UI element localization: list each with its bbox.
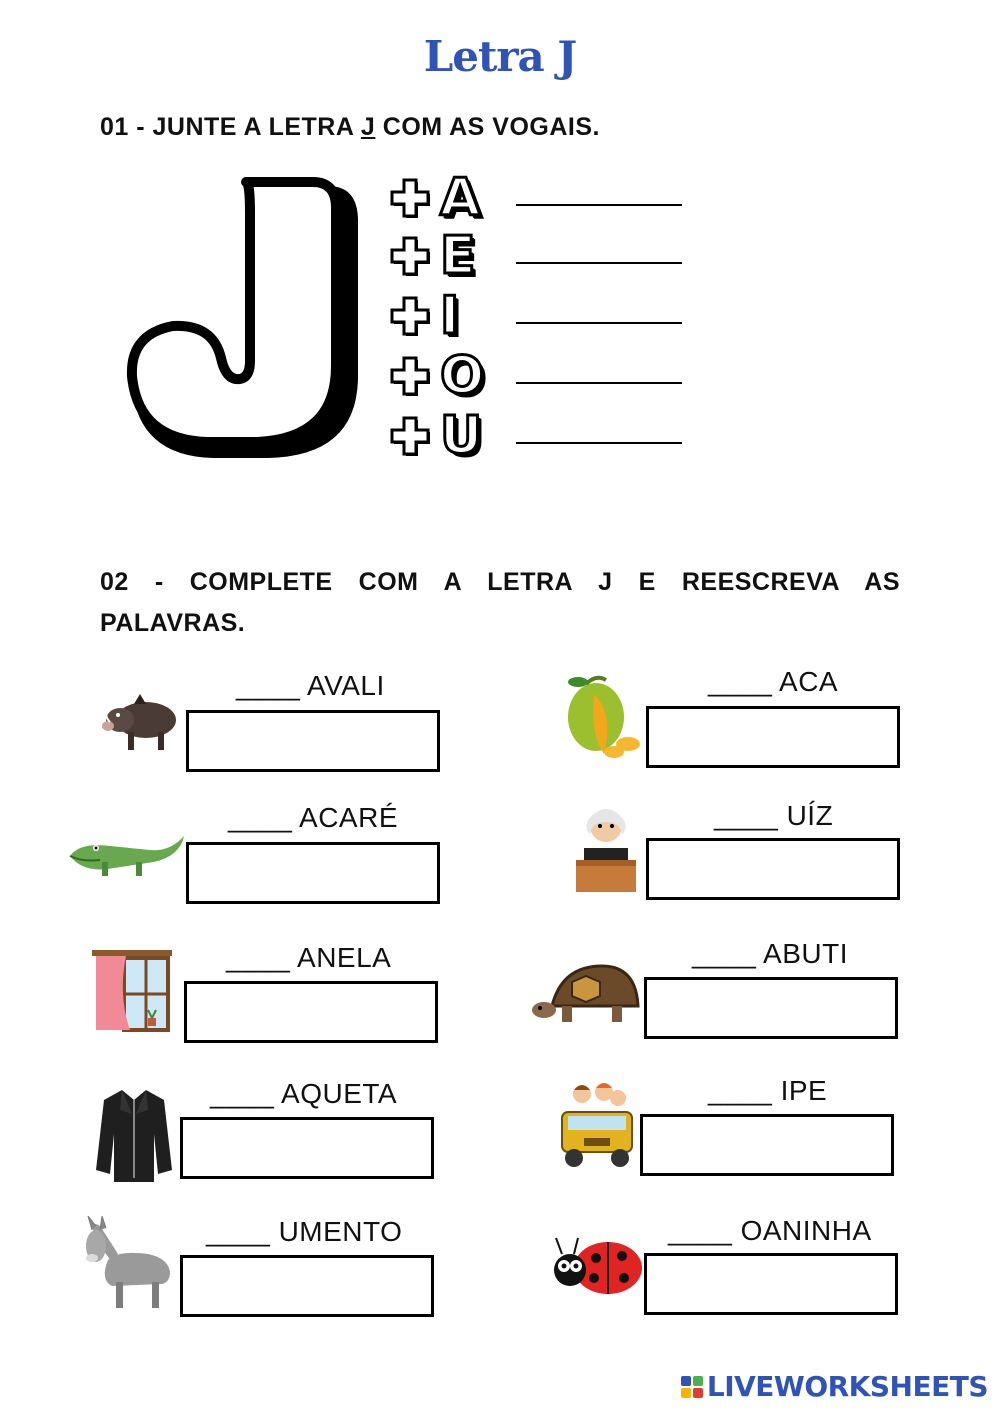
letter-blank[interactable]: ____ [708,1075,773,1106]
letter-blank[interactable]: ____ [228,802,293,833]
answer-box[interactable] [180,1255,434,1317]
vowel-row [388,228,688,284]
donkey-icon [78,1216,178,1317]
liveworksheets-logo-icon [681,1376,703,1398]
ladybug-icon [548,1232,648,1307]
vowel-row [388,408,688,464]
word-prompt [708,1075,827,1107]
word-prompt [236,670,385,702]
word-prompt [692,938,848,970]
window-icon [90,948,174,1039]
word-prompt [668,1215,872,1247]
question-1-text: 01 - JUNTE A LETRA [100,113,361,141]
letter-blank[interactable]: ____ [668,1215,733,1246]
question-1 [100,113,600,142]
judge-icon [566,800,646,901]
answer-box[interactable] [646,838,900,900]
alligator-icon [66,826,186,891]
brand-footer [681,1370,988,1403]
letter-blank[interactable]: ____ [206,1216,271,1247]
answer-box[interactable] [644,1253,898,1315]
big-letter-j [118,176,368,466]
letter-blank[interactable]: ____ [692,938,757,969]
word-fragment: ACA [779,666,839,697]
tortoise-icon [532,962,642,1037]
jackfruit-icon [556,672,646,767]
vowel-row [388,348,688,404]
boar-icon [96,680,186,765]
answer-line[interactable] [516,262,682,264]
word-fragment: ACARÉ [299,802,398,833]
answer-box[interactable] [640,1114,894,1176]
letter-blank[interactable]: ____ [708,666,773,697]
answer-box[interactable] [186,710,440,772]
question-1-letter: J [360,113,376,141]
page-title: Letra J [423,32,577,81]
word-fragment: UMENTO [278,1216,403,1247]
word-fragment: ANELA [297,942,392,973]
word-fragment: IPE [780,1075,828,1106]
vowel-letter: I [440,286,460,346]
jacket-icon [94,1086,174,1187]
vowel-row [388,288,688,344]
answer-line[interactable] [516,204,682,206]
letter-blank[interactable]: ____ [210,1078,275,1109]
plus-icon [388,234,432,278]
answer-box[interactable] [180,1117,434,1179]
word-prompt [708,666,838,698]
plus-icon [388,354,432,398]
word-fragment: OANINHA [740,1215,872,1246]
plus-icon [388,414,432,458]
plus-icon [388,294,432,338]
word-fragment: UÍZ [786,800,834,831]
vowel-letter: O [440,346,485,406]
jeep-icon [554,1076,640,1177]
vowel-letter: A [440,168,481,228]
brand-name: LIVEWORKSHEETS [706,1370,988,1403]
word-prompt [206,1216,402,1248]
word-prompt [210,1078,397,1110]
letter-blank[interactable]: ____ [226,942,291,973]
answer-box[interactable] [644,977,898,1039]
answer-line[interactable] [516,322,682,324]
plus-icon [388,176,432,220]
word-prompt [714,800,833,832]
answer-box[interactable] [646,706,900,768]
question-2: 02 - COMPLETE COM A LETRA J E REESCREVA AS PALAVRAS. [100,568,900,637]
word-fragment: AQUETA [281,1078,398,1109]
letter-blank[interactable]: ____ [236,670,301,701]
vowel-row [388,170,688,226]
answer-box[interactable] [184,981,438,1043]
question-1-text-end: COM AS VOGAIS. [375,113,600,141]
answer-line[interactable] [516,382,682,384]
answer-box[interactable] [186,842,440,904]
word-fragment: ABUTI [763,938,848,969]
vowel-letter: E [440,226,476,286]
vowel-letter: U [440,406,483,466]
letter-blank[interactable]: ____ [714,800,779,831]
word-fragment: AVALI [307,670,385,701]
answer-line[interactable] [516,442,682,444]
word-prompt [226,942,391,974]
word-prompt [228,802,398,834]
